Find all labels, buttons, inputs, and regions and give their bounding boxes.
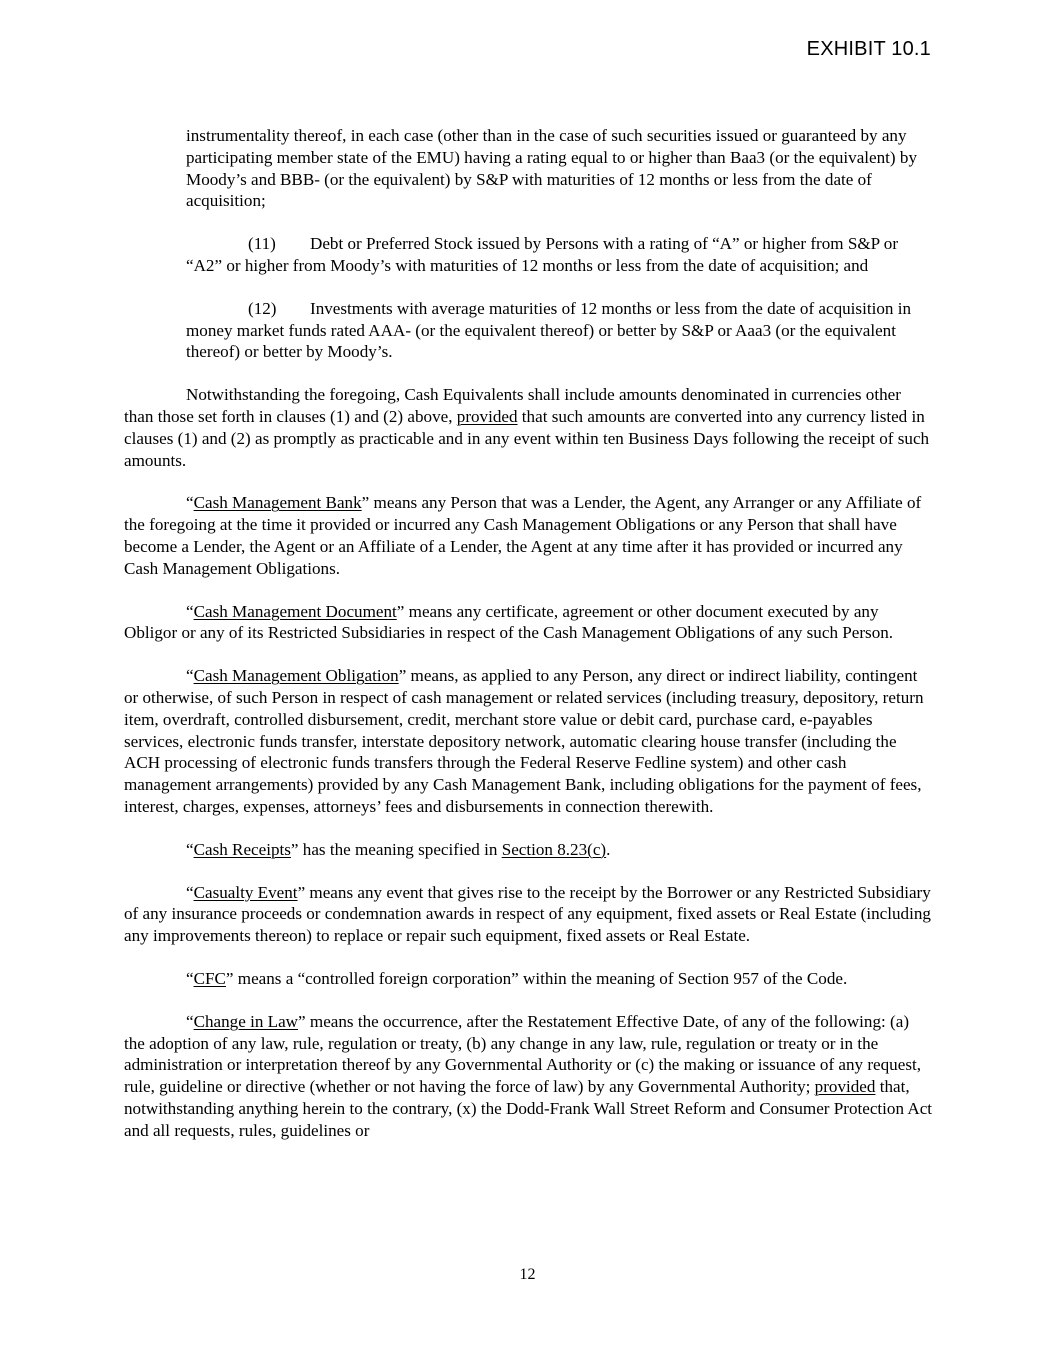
- defined-term-change-in-law: Change in Law: [193, 1011, 299, 1031]
- definition-text: ” means the occurrence, after the Restatement Effective Date, of any of the following: (a) the adoption of any law, rule, regulation or treaty, (b) any change in any law, rule, regulation or treaty or in the administration or interpretation thereof by any Governmental Authority or (c) the making or issuance of any request, rule, guideline or directive (whether or not having the force of law) by any Governmental Authority;: [124, 1011, 921, 1097]
- open-quote: “: [186, 968, 194, 988]
- definition-text: ” means any Person that was a Lender, the Agent, any Arranger or any Affiliate of the foregoing at the time it provided or incurred any Cash Management Obligations or any Person that shall have become a Lender, the Agent or an Affiliate of a Lender, the Agent at any time after it has provided or incurred any Cash Management Obligations.: [124, 493, 922, 578]
- notwithstanding-text-after: that such amounts are converted into any currency listed in clauses (1) and (2) as promptly as practicable and in any event within ten Business Days following the receipt of such amounts.: [124, 406, 930, 470]
- definition-cash-management-document: [124, 601, 934, 645]
- definition-cash-management-bank: [124, 492, 934, 579]
- document-body: [124, 125, 934, 1162]
- definition-change-in-law: [124, 1011, 934, 1142]
- definition-text: ” means any certificate, agreement or other document executed by any Obligor or any of its Restricted Subsidiaries in respect of the Cash Management Obligations of any such Person.: [124, 601, 894, 643]
- definition-text: ” has the meaning specified in: [290, 839, 502, 859]
- exhibit-label: EXHIBIT 10.1: [806, 38, 931, 60]
- clause-11-text: Debt or Preferred Stock issued by Persons with a rating of “A” or higher from S&P or “A2” or higher from Moody’s with maturities of 12 months or less from the date of acquisition; and: [186, 234, 899, 275]
- open-quote: “: [186, 666, 194, 686]
- provided-term: provided: [814, 1077, 876, 1097]
- open-quote: “: [186, 1011, 194, 1031]
- clause-12-text: Investments with average maturities of 12 months or less from the date of acquisition in money market funds rated AAA- (or the equivalent thereof) or better by S&P or Aaa3 (or the equivalent thereof) or better by Moody’s.: [186, 298, 911, 362]
- definition-casualty-event: [124, 882, 934, 947]
- open-quote: “: [186, 839, 194, 859]
- open-quote: “: [186, 601, 194, 621]
- open-quote: “: [186, 882, 194, 902]
- defined-term-cash-receipts: Cash Receipts: [193, 839, 291, 859]
- definition-cash-receipts: [124, 839, 934, 861]
- period: .: [606, 839, 611, 859]
- section-reference: Section 8.23(c): [501, 839, 607, 859]
- page-number: 12: [519, 1266, 536, 1283]
- definition-cfc: [124, 968, 934, 990]
- clause-11: [186, 233, 934, 277]
- open-quote: “: [186, 493, 194, 513]
- defined-term-casualty-event: Casualty Event: [193, 882, 298, 902]
- paragraph-instrumentality: instrumentality thereof, in each case (other than in the case of such securities issued or guaranteed by any participating member state of the EMU) having a rating equal to or higher than Baa3 (or the equivalent) by Moody’s and BBB- (or the equivalent) by S&P with maturities of 12 months or less from the date of acquisition;: [186, 126, 917, 211]
- clause-11-number: (11): [248, 234, 276, 254]
- defined-term-cfc: CFC: [193, 968, 226, 988]
- clause-12: [186, 298, 934, 363]
- paragraph-notwithstanding: [124, 384, 934, 471]
- defined-term-cash-management-obligation: Cash Management Obligation: [193, 666, 399, 686]
- provided-term: provided: [456, 406, 518, 426]
- definition-text: ” means, as applied to any Person, any direct or indirect liability, contingent or otherwise, of such Person in respect of cash management or related services (including treasury, depository, return item, overdraft, controlled disbursement, credit, merchant store value or debit card, purchase card, e-payables services, electronic funds transfer, interstate depository network, automatic clearing house transfer (including the ACH processing of electronic funds transfers through the Federal Reserve Fedline system) and other cash management arrangements) provided by any Cash Management Bank, including obligations for the payment of fees, interest, charges, expenses, attorneys’ fees and disbursements in connection therewith.: [124, 666, 924, 816]
- definition-text: ” means a “controlled foreign corporation” within the meaning of Section 957 of the Code.: [225, 968, 848, 988]
- defined-term-cash-management-document: Cash Management Document: [193, 601, 397, 621]
- defined-term-cash-management-bank: Cash Management Bank: [193, 493, 362, 513]
- definition-text-continued: that, notwithstanding anything herein to the contrary, (x) the Dodd-Frank Wall Street Reform and Consumer Protection Act and all requests, rules, guidelines or: [124, 1077, 933, 1140]
- clause-12-number: (12): [248, 298, 277, 318]
- definition-text: ” means any event that gives rise to the receipt by the Borrower or any Restricted Subsidiary of any insurance proceeds or condemnation awards in respect of any equipment, fixed assets or Real Estate (including any improvements thereon) to replace or repair such equipment, fixed assets or Real Estate.: [124, 882, 931, 946]
- notwithstanding-text-before: Notwithstanding the foregoing, Cash Equivalents shall include amounts denominated in currencies other than those set forth in clauses (1) and (2) above,: [124, 385, 901, 426]
- definition-cash-management-obligation: [124, 665, 934, 818]
